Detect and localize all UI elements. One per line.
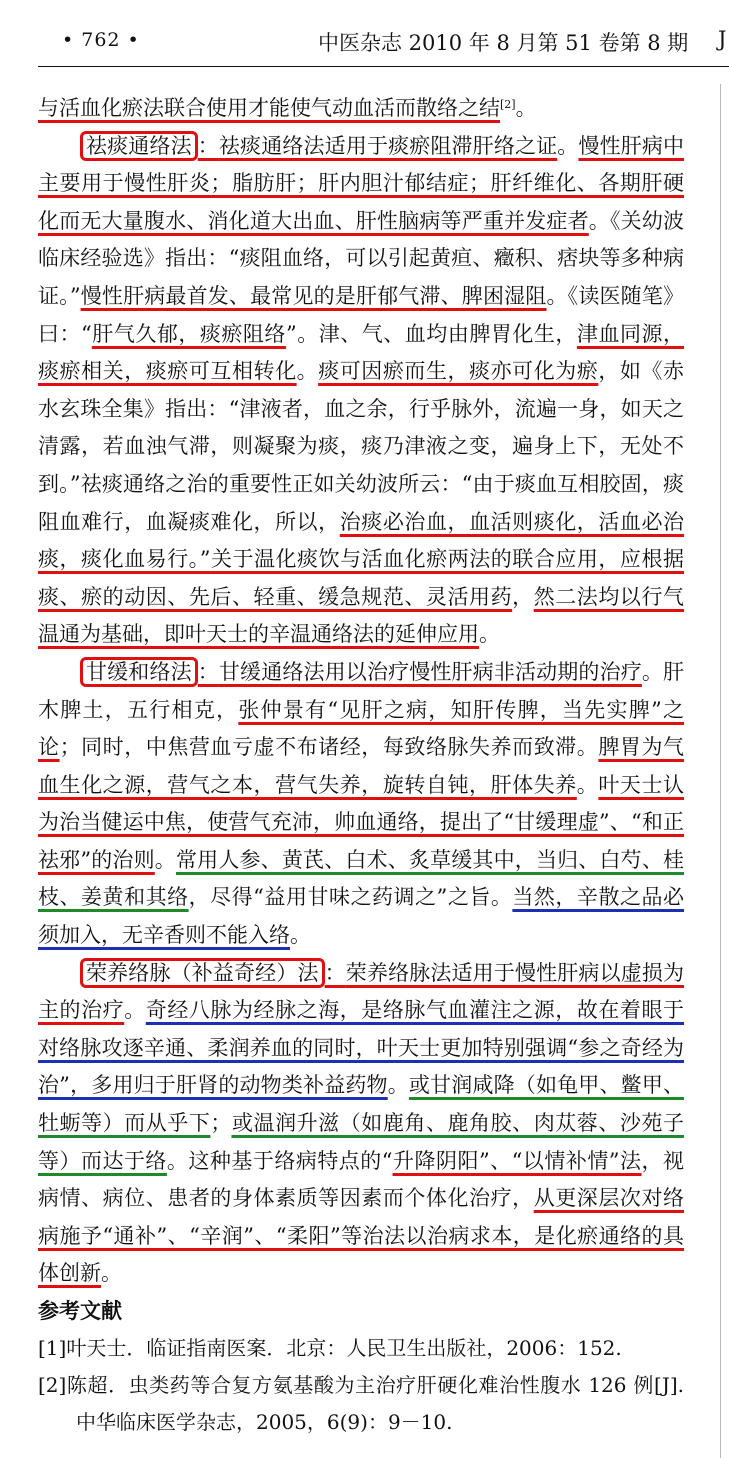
highlight-red: ： — [324, 960, 346, 985]
text-run: 。《读医随笔》曰：“ — [38, 283, 685, 346]
article-body — [38, 86, 684, 1441]
text-run: 。 — [101, 1261, 122, 1286]
method-title-boxed: 祛痰通络法 — [80, 131, 198, 161]
journal-citation: 中医杂志 2010 年 8 月第 51 卷第 8 期 — [318, 31, 689, 55]
highlight-red: 关于温化痰饮与活血化瘀两法的联合应用，应根据痰、瘀的动因、先后、轻重、缓急规范、灵活用药 — [38, 547, 684, 609]
text-run: ； — [210, 1111, 232, 1136]
truncated-header-text: J — [718, 27, 727, 51]
text-run: 。肝木脾土，五行相克， — [38, 659, 685, 722]
highlight-red: 慢性肝病中主要用于慢性肝炎；脂肪肝；肝内胆汁郁结症；肝纤维化、各期肝硬化而无大量腹水、消化道大出血、肝性脑病等严重并发症者 — [38, 133, 685, 233]
citation-superscript: [2] — [500, 98, 516, 111]
paragraph-rongyang — [38, 955, 684, 1293]
highlight-red: 慢性肝病最首发、最常见的是肝郁气滞、脾困湿阻 — [80, 283, 547, 308]
text-run: 。 — [154, 847, 176, 872]
highlight-red: 痰可因瘀而生，痰亦可化为瘀 — [318, 359, 599, 384]
highlight-red: 祛痰通络法适用于痰瘀阻滞肝络之证 — [218, 133, 558, 158]
highlight-red: 从更深层次对络病施予“通补”、“辛润”、“柔阳”等治法以治病求本，是化瘀通络的具体创新 — [38, 1186, 684, 1286]
highlight-red: 治痰必治血，血活则痰化，活血必治痰，痰化血易行。” — [38, 509, 685, 572]
text-run: ，视病情、病位、患者的身体素质等因素而个体化治疗， — [38, 1148, 685, 1211]
reference-item: [1]叶天士．临证指南医案．北京：人民卫生出版社，2006：152. — [38, 1336, 622, 1360]
highlight-red: 甘缓通络法用以治疗慢性肝病非活动期的治疗 — [218, 659, 642, 684]
highlight-red: ： — [197, 659, 219, 684]
highlight-red: 升降阴阳”、“以情补情”法 — [392, 1148, 642, 1173]
references-heading: 参考文献 — [38, 1299, 122, 1323]
page-number: • 762 • — [62, 29, 140, 51]
text-run: 。 — [515, 96, 537, 120]
text-run: ，如《赤水玄珠全集》指出：“津液者，血之余，行乎脉外，流遍一身，如天之清露，若血浊气滞，则凝聚为痰，痰乃津液之变，遍身上下，无处不到。”祛痰通络之治的重要性正如关幼波所云：“由于痰血互相胶固，痰阻血难行，血凝痰难化，所以， — [38, 359, 685, 534]
highlight-red: 津血同源，痰瘀相关，痰瘀可互相转化 — [38, 321, 684, 384]
text-run: ；同时，中焦营血亏虚不布诸经，每致络脉失养而致滞。 — [59, 735, 599, 760]
text-run: 。 — [576, 772, 599, 797]
highlight-blue: 奇经八脉为经脉之海，是络脉气血灌注之源，故在着眼于对络脉攻逐辛通、柔润养血的同时，叶天士更加特别强调“参之奇经为治”，多用归于肝肾的动物类补益药物 — [38, 998, 685, 1098]
highlight-red: 然二法均以行气温通为基础，即叶天士的辛温通络法的延伸应用 — [38, 584, 685, 647]
text-run: 。 — [557, 133, 579, 158]
text-run: 。 — [124, 998, 146, 1023]
text-run: ，尽得“益用甘味之药调之”之旨。 — [188, 885, 513, 910]
method-title-boxed: 甘缓和络法 — [80, 657, 198, 687]
paragraph-ganhuan — [38, 654, 684, 955]
text-run: 。 — [296, 359, 319, 384]
highlight-red: 与活血化瘀法联合使用才能使气动血活而散络之结 — [38, 96, 500, 120]
highlight-green: 或甘润咸降（如龟甲、鳖甲、牡蛎等）而从乎下 — [38, 1073, 685, 1136]
highlight-red: ： — [197, 133, 219, 158]
text-run: 。 — [387, 1073, 409, 1098]
paragraph-qutan — [38, 128, 684, 654]
method-title-boxed: 荣养络脉（补益奇经）法 — [80, 958, 325, 988]
header-rule — [38, 66, 729, 67]
highlight-red: 肝气久郁，痰瘀阻络 — [91, 321, 286, 346]
reference-item: [2]陈超．虫类药等合复方氨基酸为主治疗肝硬化难治性腹水 126 例[J]. 中华临床医学杂志，2005，6(9)：9－10. — [38, 1373, 684, 1434]
text-run: ， — [512, 584, 534, 609]
highlight-green: 常用人参、黄芪、白术、炙草缓其中，当归、白芍、桂枝、姜黄和其络 — [38, 847, 685, 910]
paragraph-intro — [38, 86, 684, 128]
highlight-blue: 当然，辛散之品必须加入，无辛香则不能入络 — [38, 885, 684, 948]
highlight-red: 叶天士认为治当健运中焦，使营气充沛，帅血通络，提出了“甘缓理虚”、“和正祛邪”的治则 — [38, 772, 685, 872]
highlight-red: 脾胃为气血生化之源，营气之本，营气失养，旋转自钝，肝体失养 — [38, 735, 685, 797]
text-run: ”。津、气、血均由脾胃化生， — [285, 321, 577, 346]
text-run: 。 — [290, 923, 311, 948]
highlight-red: 张仲景有“见肝之病，知肝传脾，当先实脾”之论 — [38, 697, 684, 760]
text-run: 。这种基于络病特点的“ — [166, 1148, 393, 1173]
page-header — [0, 0, 729, 84]
page-edge-line — [720, 84, 721, 1458]
highlight-red: 荣养络脉法适用于慢性肝病以虚损为主的治疗 — [38, 960, 685, 1023]
text-run: 。《关幼波临床经验选》指出：“痰阻血络，可以引起黄疸、癥积、痞块等多种病证。” — [38, 208, 684, 308]
text-run: 。 — [479, 622, 500, 647]
highlight-green: 或温润升滋（如鹿角、鹿角胶、肉苁蓉、沙苑子等）而达于络 — [38, 1111, 685, 1173]
